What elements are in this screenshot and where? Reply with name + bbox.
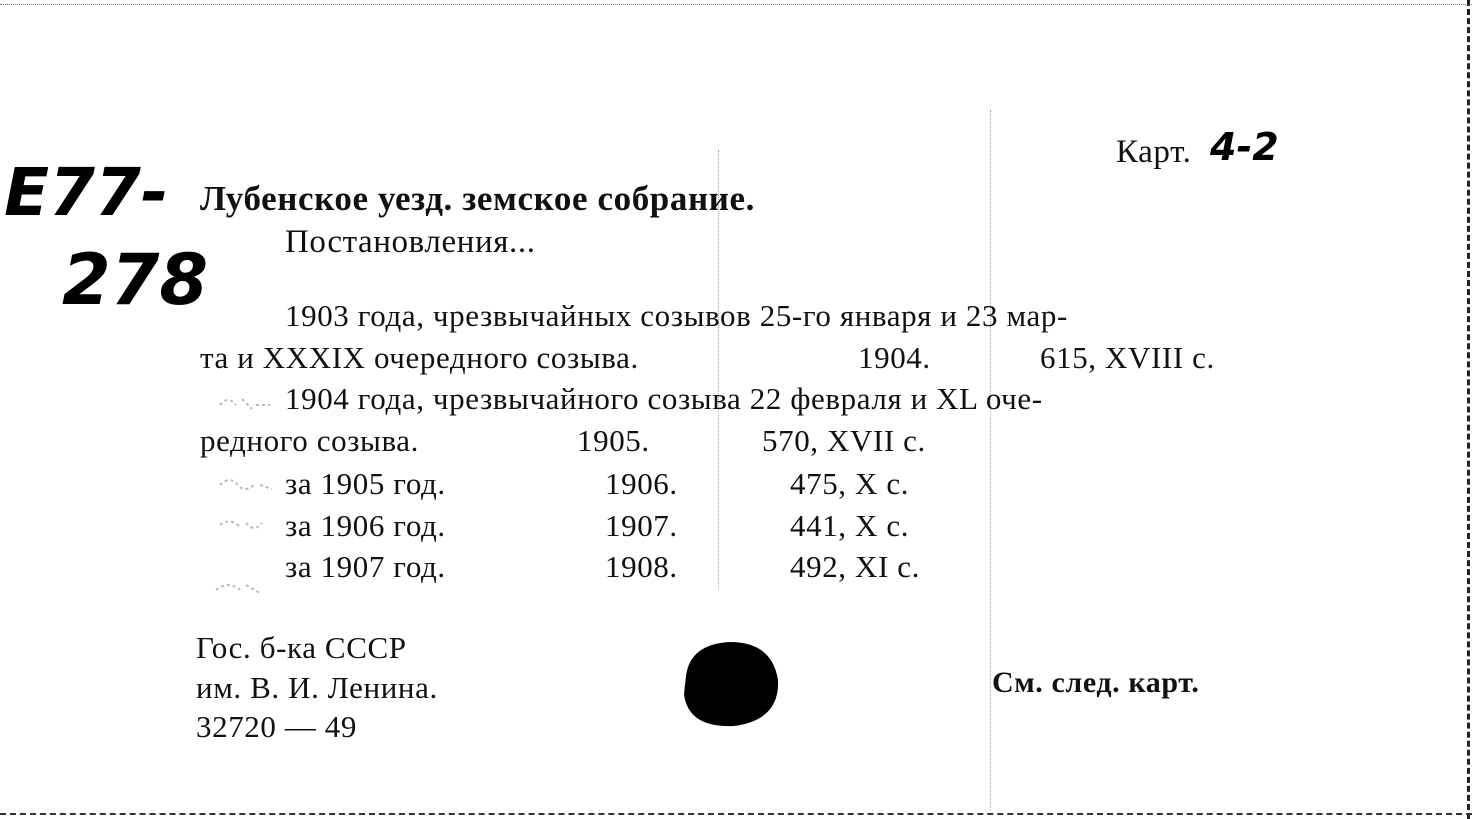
row-text: за 1905 год. <box>285 466 446 501</box>
library-line3: 32720 — 49 <box>196 709 357 744</box>
row-pages: 475, X с. <box>790 466 910 501</box>
row-pages: 441, X с. <box>790 508 910 543</box>
scan-fold-line-2 <box>990 110 991 810</box>
paragraph1-pages: 615, XVIII с. <box>1040 340 1215 375</box>
faded-stamp-marks <box>212 385 282 605</box>
paragraph1-line2: та и XXXIX очередного созыва. <box>200 340 639 375</box>
row-pages: 492, XI с. <box>790 549 920 584</box>
card-heading: Лубенское уезд. земское собрание. <box>200 179 755 218</box>
paragraph2-pages: 570, XVII с. <box>762 423 926 458</box>
card-punch-hole <box>676 636 784 732</box>
card-right-edge <box>1464 0 1470 819</box>
paragraph2-year: 1905. <box>577 423 650 458</box>
card-subheading: Постановления... <box>285 224 536 260</box>
see-next-card: См. след. карт. <box>992 666 1200 699</box>
card-top-edge <box>0 4 1472 5</box>
shelfmark-line2: 278 <box>62 239 209 321</box>
card-bottom-edge <box>0 813 1472 815</box>
row-text: за 1907 год. <box>285 549 446 584</box>
row-year: 1907. <box>605 508 678 543</box>
paragraph2-line2: редного созыва. <box>200 423 419 458</box>
paragraph1-year: 1904. <box>858 340 931 375</box>
library-line2: им. В. И. Ленина. <box>196 670 438 705</box>
shelfmark-line1: E77- <box>4 154 169 231</box>
paragraph1-line1: 1903 года, чрезвычайных созывов 25-го января и 23 мар- <box>285 298 1068 333</box>
paragraph2-line1: 1904 года, чрезвычайного созыва 22 февраля и XL оче- <box>285 381 1043 416</box>
card-label: Карт. <box>1116 134 1192 170</box>
row-text: за 1906 год. <box>285 508 446 543</box>
card-number: 4-2 <box>1210 125 1279 169</box>
row-year: 1906. <box>605 466 678 501</box>
library-line1: Гос. б-ка СССР <box>196 630 407 665</box>
row-year: 1908. <box>605 549 678 584</box>
